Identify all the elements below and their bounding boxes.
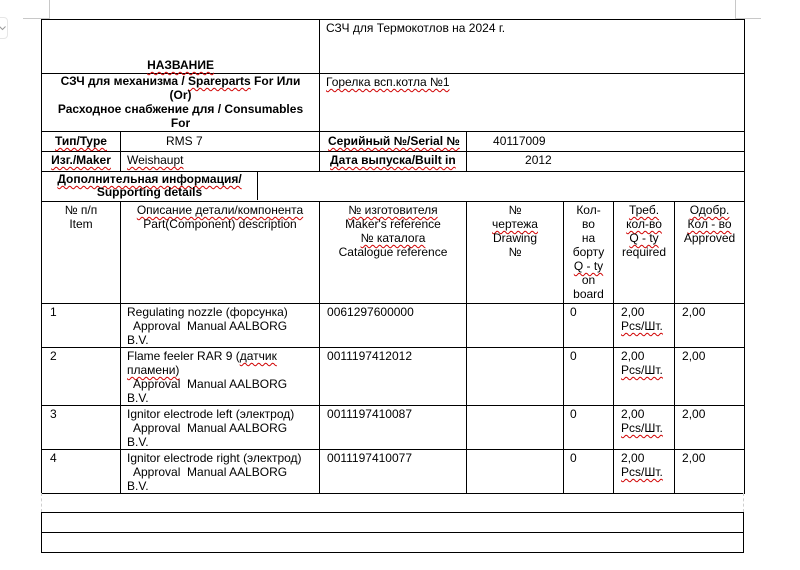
- item-cell[interactable]: 1: [42, 304, 121, 348]
- title-row: [42, 20, 745, 74]
- item-cell[interactable]: 3: [42, 406, 121, 450]
- crop-mark-top-right-vertical: [735, 0, 736, 18]
- serial-label: Серийный №/Serial №: [328, 134, 460, 148]
- spareparts-row: [42, 74, 745, 132]
- title-value-cell[interactable]: [320, 20, 745, 74]
- chevron-down-icon: [0, 26, 6, 31]
- drawing-cell[interactable]: [467, 348, 564, 406]
- supporting-label-line2: Supporting details: [96, 185, 203, 199]
- built-label: Дата выпуска/Built in: [330, 153, 456, 167]
- drawing-cell[interactable]: [467, 406, 564, 450]
- built-label-cell: [320, 152, 467, 172]
- on-board-cell[interactable]: 0: [564, 450, 614, 494]
- empty-continuation-table: [41, 512, 744, 553]
- required-cell[interactable]: 2,00 Pcs/Шт.: [614, 304, 675, 348]
- maker-value-cell[interactable]: [121, 152, 320, 172]
- required-cell[interactable]: 2,00 Pcs/Шт.: [614, 348, 675, 406]
- serial-label-cell: [320, 132, 467, 152]
- empty-cell[interactable]: [42, 533, 744, 553]
- empty-row: [42, 513, 744, 533]
- built-value: 2012: [525, 153, 552, 167]
- maker-built-row: [42, 152, 745, 172]
- header-on-board: Кол- во на борту Q - ty on board: [564, 202, 614, 304]
- approved-cell[interactable]: 2,00: [675, 406, 745, 450]
- on-board-cell[interactable]: 0: [564, 406, 614, 450]
- required-cell[interactable]: 2,00 Pcs/Шт.: [614, 406, 675, 450]
- on-board-cell[interactable]: 0: [564, 304, 614, 348]
- title-label: НАЗВАНИЕ: [147, 58, 214, 72]
- supporting-value[interactable]: [258, 172, 744, 200]
- maker-label: Изг./Maker: [51, 153, 111, 167]
- type-value: RMS 7: [166, 134, 203, 148]
- header-required: Треб. кол-во Q - ty required: [614, 202, 675, 304]
- header-maker-reference: № изготовителя Maker's reference № каталога Catalogue reference: [320, 202, 467, 304]
- supporting-label-line1: Дополнительная информация/: [57, 172, 242, 186]
- table-row: [42, 450, 745, 494]
- on-board-cell[interactable]: 0: [564, 348, 614, 406]
- table-row: [42, 304, 745, 348]
- title-value: СЗЧ для Термокотлов на 2024 г.: [326, 21, 506, 35]
- supporting-label: [42, 172, 258, 200]
- type-label-cell: [42, 132, 121, 152]
- approved-cell[interactable]: 2,00: [675, 348, 745, 406]
- built-value-cell[interactable]: [467, 152, 745, 172]
- serial-value: 40117009: [493, 134, 546, 148]
- header-drawing: № чертежа Drawing №: [467, 202, 564, 304]
- margin-dropdown[interactable]: [0, 17, 8, 39]
- empty-row: [42, 533, 744, 553]
- table-gap-guide-left: [41, 493, 42, 512]
- maker-ref-cell[interactable]: 0011197410087: [320, 406, 467, 450]
- spareparts-value-cell[interactable]: [320, 74, 745, 132]
- item-cell[interactable]: 4: [42, 450, 121, 494]
- maker-ref-cell[interactable]: 0011197412012: [320, 348, 467, 406]
- approved-cell[interactable]: 2,00: [675, 304, 745, 348]
- maker-label-cell: [42, 152, 121, 172]
- type-label: Тип/Type: [55, 134, 107, 148]
- drawing-cell[interactable]: [467, 450, 564, 494]
- type-serial-row: [42, 132, 745, 152]
- table-gap-guide-right: [743, 493, 744, 512]
- table-row: [42, 348, 745, 406]
- approved-cell[interactable]: 2,00: [675, 450, 745, 494]
- crop-mark-top-left-vertical: [49, 0, 50, 18]
- type-value-cell[interactable]: [121, 132, 320, 152]
- item-cell[interactable]: 2: [42, 348, 121, 406]
- table-row: [42, 406, 745, 450]
- description-cell[interactable]: Ignitor electrode left (электрод) Approval Manual AALBORG B.V.: [121, 406, 320, 450]
- maker-ref-cell[interactable]: 0011197410077: [320, 450, 467, 494]
- spareparts-value: Горелка всп.котла №1: [326, 75, 450, 89]
- header-description: Описание детали/компонента Part(Component) description: [121, 202, 320, 304]
- drawing-cell[interactable]: [467, 304, 564, 348]
- header-item: № п/п Item: [42, 202, 121, 304]
- supporting-details-cell: [42, 172, 745, 202]
- spareparts-label-line4: For: [170, 116, 191, 130]
- empty-cell[interactable]: [42, 513, 744, 533]
- spare-parts-form-table: [41, 19, 745, 494]
- title-label-cell: [42, 20, 320, 74]
- required-cell[interactable]: 2,00 Pcs/Шт.: [614, 450, 675, 494]
- spareparts-label-line2: (Or): [169, 88, 192, 102]
- maker-ref-cell[interactable]: 0061297600000: [320, 304, 467, 348]
- supporting-details-row: [42, 172, 745, 202]
- description-cell[interactable]: Flame feeler RAR 9 (датчик пламени) Approval Manual AALBORG B.V.: [121, 348, 320, 406]
- spareparts-label-line1: СЗЧ для механизма / Spareparts For Или: [60, 74, 301, 88]
- header-approved: Одобр. Кол - во Approved: [675, 202, 745, 304]
- spareparts-label-line3: Расходное снабжение для / Consumables: [57, 102, 304, 116]
- serial-value-cell[interactable]: [467, 132, 745, 152]
- column-header-row: [42, 202, 745, 304]
- description-cell[interactable]: Regulating nozzle (форсунка) Approval Manual AALBORG B.V.: [121, 304, 320, 348]
- maker-value: Weishaupt: [127, 153, 184, 167]
- description-cell[interactable]: Ignitor electrode right (электрод) Approval Manual AALBORG B.V.: [121, 450, 320, 494]
- spareparts-label-cell: [42, 74, 320, 132]
